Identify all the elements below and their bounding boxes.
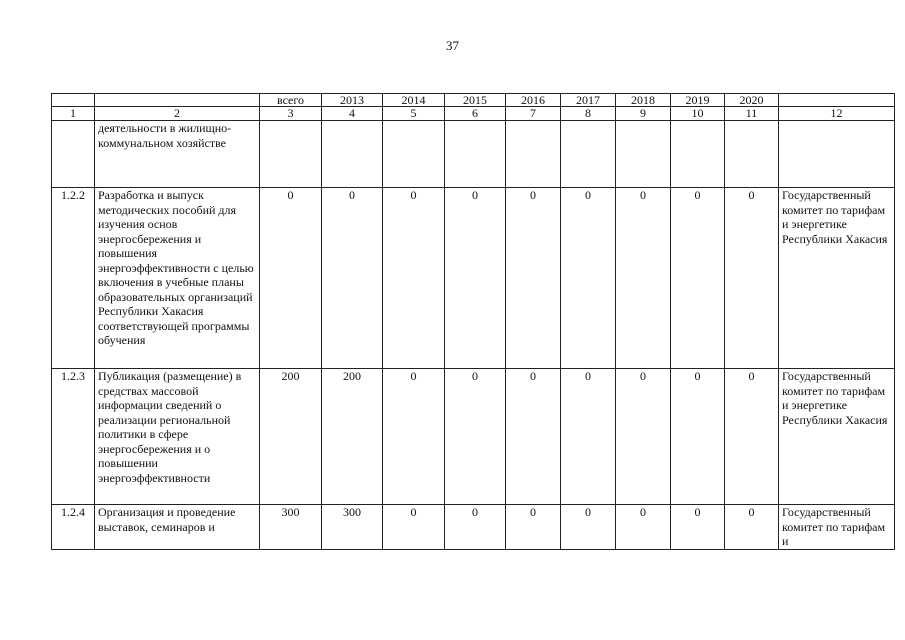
- value-cell-2020: 0: [725, 369, 779, 505]
- header-cell-2015: 2015: [445, 94, 506, 107]
- header-cell-number: [52, 94, 95, 107]
- header-cell-responsible: [779, 94, 895, 107]
- value-cell-2016: 0: [506, 369, 561, 505]
- row-number-cell: 1.2.2: [52, 188, 95, 369]
- header-cell-2017: 2017: [561, 94, 616, 107]
- table-row: [52, 121, 895, 188]
- value-cell-2017: 0: [561, 505, 616, 550]
- value-cell-2017: 0: [561, 369, 616, 505]
- row-number-cell: 1.2.4: [52, 505, 95, 550]
- value-cell-2013: 200: [322, 369, 383, 505]
- value-cell-2020: [725, 121, 779, 188]
- header-cell-total: всего: [260, 94, 322, 107]
- table-row: [52, 369, 895, 505]
- value-cell-2013: [322, 121, 383, 188]
- page-bottom-margin: [0, 581, 905, 640]
- column-number: 10: [671, 107, 725, 121]
- value-cell-2017: 0: [561, 188, 616, 369]
- responsible-cell: [779, 121, 895, 188]
- responsible-cell: Государственный комитет по тарифам и энергетике Республики Хакасия: [779, 369, 895, 505]
- value-cell-2016: 0: [506, 188, 561, 369]
- column-number: 4: [322, 107, 383, 121]
- header-cell-2014: 2014: [383, 94, 445, 107]
- column-number: 11: [725, 107, 779, 121]
- value-cell-2014: 0: [383, 188, 445, 369]
- measure-name-cell: Публикация (размещение) в средствах массовой информации сведений о реализации региональной политики в сфере энергосбережения и о повышении энергоэффективности: [95, 369, 260, 505]
- value-cell-2015: 0: [445, 188, 506, 369]
- page-number: 37: [446, 38, 459, 53]
- column-number: 7: [506, 107, 561, 121]
- value-cell-2015: 0: [445, 505, 506, 550]
- value-cell-2019: 0: [671, 369, 725, 505]
- value-cell-2015: [445, 121, 506, 188]
- value-cell-total: 200: [260, 369, 322, 505]
- value-cell-2016: [506, 121, 561, 188]
- row-number-cell: 1.2.3: [52, 369, 95, 505]
- value-cell-total: 300: [260, 505, 322, 550]
- value-cell-total: 0: [260, 188, 322, 369]
- row-number-cell: [52, 121, 95, 188]
- value-cell-2017: [561, 121, 616, 188]
- column-number: 1: [52, 107, 95, 121]
- value-cell-2013: 0: [322, 188, 383, 369]
- value-cell-2013: 300: [322, 505, 383, 550]
- value-cell-2018: 0: [616, 188, 671, 369]
- header-row: [52, 94, 895, 107]
- header-cell-2013: 2013: [322, 94, 383, 107]
- column-number: 8: [561, 107, 616, 121]
- value-cell-2016: 0: [506, 505, 561, 550]
- header-cell-2018: 2018: [616, 94, 671, 107]
- value-cell-2014: 0: [383, 369, 445, 505]
- column-number-row: [52, 107, 895, 121]
- column-number: 12: [779, 107, 895, 121]
- measure-name-cell: Разработка и выпуск методических пособий для изучения основ энергосбережения и повышения энергоэффективности с целью включения в учебные планы образовательных организаций Республики Хакасия соответствующей программы обучения: [95, 188, 260, 369]
- value-cell-2019: 0: [671, 505, 725, 550]
- header-cell-2020: 2020: [725, 94, 779, 107]
- column-number: 2: [95, 107, 260, 121]
- responsible-cell: Государственный комитет по тарифам и: [779, 505, 895, 550]
- header-cell-2016: 2016: [506, 94, 561, 107]
- column-number: 6: [445, 107, 506, 121]
- value-cell-2019: 0: [671, 188, 725, 369]
- column-number: 9: [616, 107, 671, 121]
- value-cell-total: [260, 121, 322, 188]
- value-cell-2018: 0: [616, 369, 671, 505]
- table-row: [52, 188, 895, 369]
- measure-name-cell: Организация и проведение выставок, семинаров и: [95, 505, 260, 550]
- value-cell-2019: [671, 121, 725, 188]
- table-row: [52, 505, 895, 550]
- value-cell-2015: 0: [445, 369, 506, 505]
- column-number: 5: [383, 107, 445, 121]
- header-cell-2019: 2019: [671, 94, 725, 107]
- header-cell-name: [95, 94, 260, 107]
- value-cell-2014: 0: [383, 505, 445, 550]
- value-cell-2020: 0: [725, 505, 779, 550]
- value-cell-2018: [616, 121, 671, 188]
- column-number: 3: [260, 107, 322, 121]
- value-cell-2014: [383, 121, 445, 188]
- measure-name-cell: деятельности в жилищно-коммунальном хозяйстве: [95, 121, 260, 188]
- value-cell-2018: 0: [616, 505, 671, 550]
- responsible-cell: Государственный комитет по тарифам и энергетике Республики Хакасия: [779, 188, 895, 369]
- value-cell-2020: 0: [725, 188, 779, 369]
- budget-table: [51, 93, 895, 550]
